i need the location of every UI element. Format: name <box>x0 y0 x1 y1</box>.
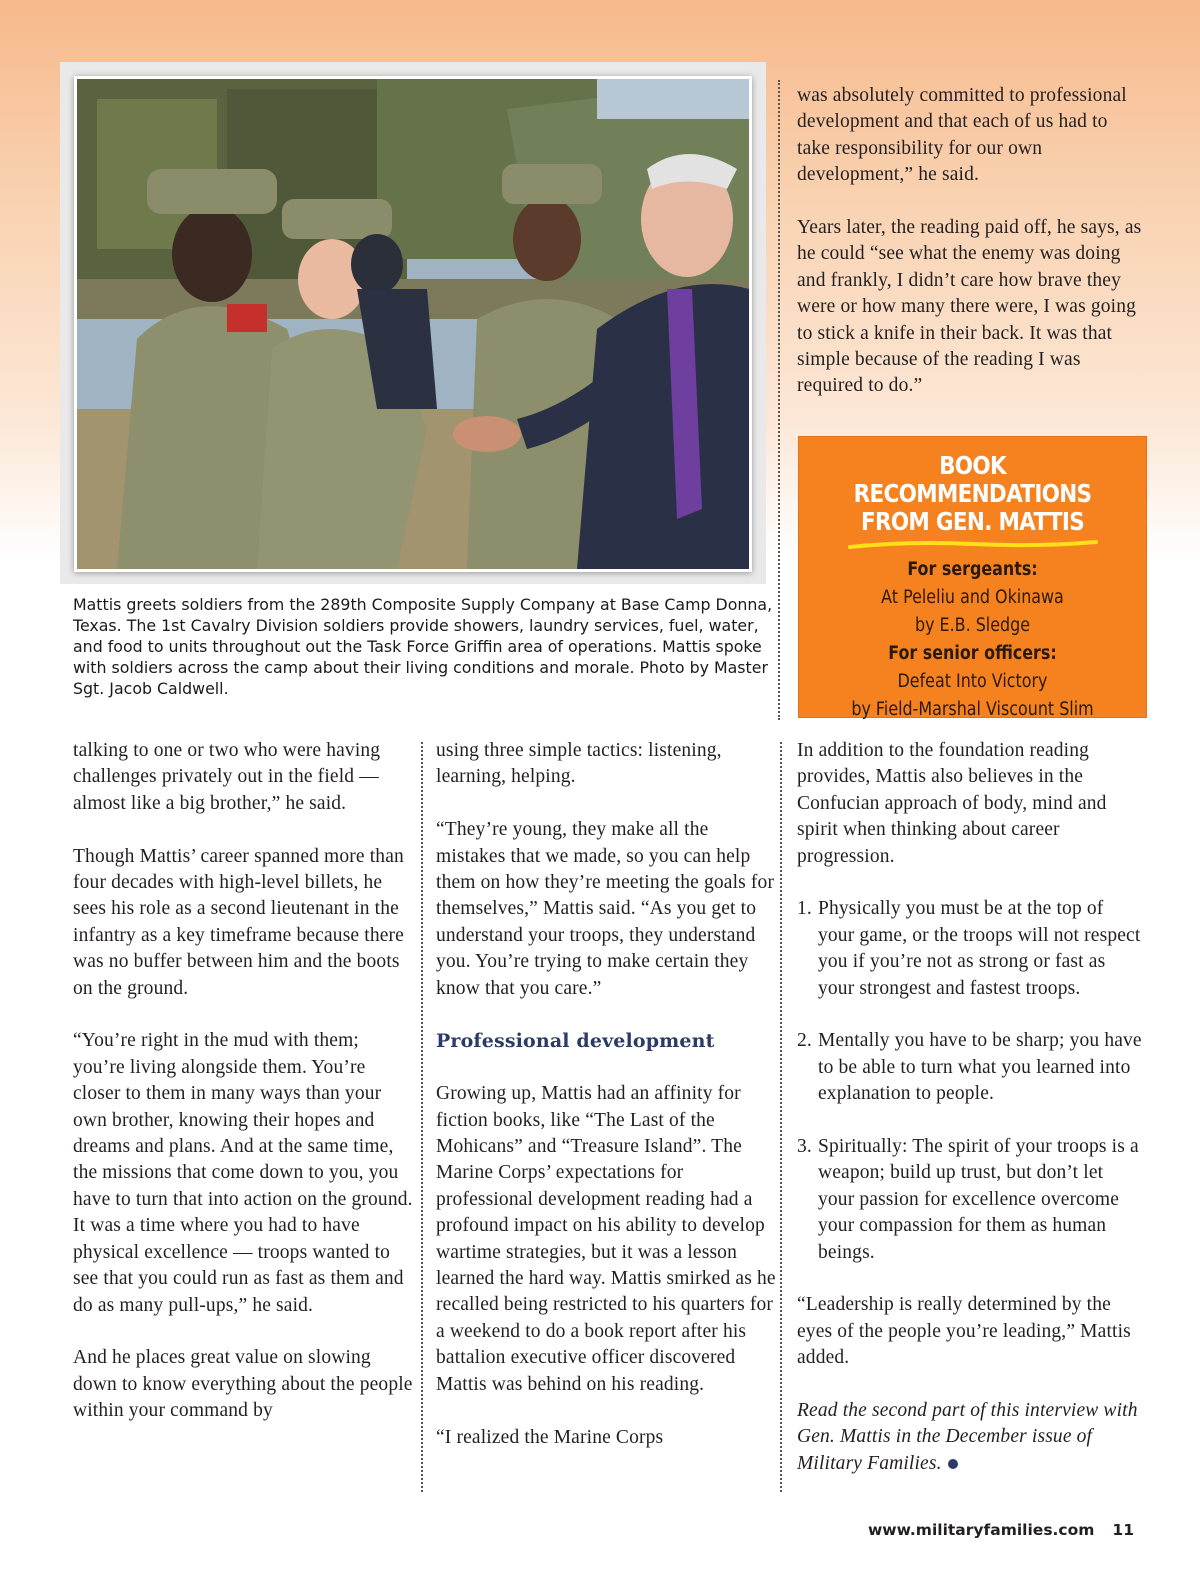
paragraph: Years later, the reading paid off, he says, as he could “see what the enemy was doing and frankly, I didn’t care how brave they were or how many there were, I was going to stick a knife in their back. It was that simple because of the reading I was required to do.” <box>797 217 1142 397</box>
numbered-list <box>797 896 1142 1266</box>
sergeants-label: For sergeants: <box>907 559 1038 580</box>
photo-frame <box>60 62 766 584</box>
right-column-top <box>797 83 1142 400</box>
footer-url: www.militaryfamilies.com <box>867 1521 1095 1539</box>
book-box-title-line: BOOK RECOMMENDATIONS <box>853 451 1092 508</box>
photo-illustration <box>77 79 749 569</box>
book-recommendations-box <box>799 437 1146 720</box>
sergeants-book-author: by E.B. Sledge <box>914 615 1030 636</box>
page-footer <box>868 1521 1134 1539</box>
closing-note <box>797 1398 1142 1477</box>
paragraph: “You’re right in the mud with them; you’re living alongside them. You’re closer to them in many ways than your own brother, knowing their hopes and dreams and plans. And at the same time, the missions that come down to you, you have to turn that into action on the ground. It was a time where you had to have physical excellence — troops wanted to see that you could run as fast as them and do as many pull-ups,” he said. <box>73 1030 413 1316</box>
list-item-text: Physically you must be at the top of your game, or the troops will not respect you if you’re not as strong or fast as your strongest and fastest troops. <box>818 898 1141 999</box>
end-mark-icon <box>948 1459 958 1469</box>
paragraph: was absolutely committed to professional development and that each of us had to take responsibility for our own development,” he said. <box>797 85 1127 186</box>
paragraph: “They’re young, they make all the mistakes that we made, so you can help them on how they’re meeting the goals for themselves,” Mattis said. “As you get to understand your troops, they understand you. You’re trying to make certain they know that you care.” <box>436 819 775 999</box>
column-divider-right-top <box>778 80 780 720</box>
officers-label: For senior officers: <box>888 643 1057 664</box>
article-photo <box>74 76 752 572</box>
list-item <box>797 1134 1142 1266</box>
book-box-title <box>823 452 1121 536</box>
paragraph: In addition to the foundation reading provides, Mattis also believes in the Confucian approach of body, mind and spirit when thinking about career progression. <box>797 740 1107 867</box>
yellow-underline-swash <box>848 540 1098 550</box>
list-item <box>797 896 1142 1002</box>
column-divider-1 <box>421 742 423 1492</box>
paragraph: Though Mattis’ career spanned more than four decades with high-level billets, he sees his role as a second lieutenant in the infantry as a key timeframe because there was no buffer between him and the boots on the ground. <box>73 845 404 999</box>
column-2 <box>436 738 781 1451</box>
list-item-text: Spiritually: The spirit of your troops is a weapon; build up trust, but don’t let your passion for excellence overcome your compassion for them as human beings. <box>818 1136 1139 1263</box>
paragraph: using three simple tactics: listening, learning, helping. <box>436 740 722 788</box>
page-number: 11 <box>1112 1521 1134 1539</box>
sergeants-book-title: At Peleliu and Okinawa <box>881 587 1064 608</box>
photo-caption: Mattis greets soldiers from the 289th Composite Supply Company at Base Camp Donna, Texas. The 1st Cavalry Division soldiers provide showers, laundry services, fuel, water, and food to units throughout out the Task Force Griffin area of operations. Mattis spoke with soldiers across the camp about their living conditions and morale. Photo by Master Sgt. Jacob Caldwell. <box>73 595 773 698</box>
paragraph: “Leadership is really determined by the eyes of the people you’re leading,” Mattis added. <box>797 1294 1131 1369</box>
section-heading: Professional development <box>436 1030 715 1053</box>
list-number: 3. <box>797 1136 812 1158</box>
list-number: 1. <box>797 898 812 920</box>
paragraph: talking to one or two who were having challenges privately out in the field — almost like a big brother,” he said. <box>73 740 381 814</box>
closing-note-text: Read the second part of this interview with Gen. Mattis in the December issue of Military Families. <box>797 1400 1138 1474</box>
officers-book-author: by Field-Marshal Viscount Slim <box>851 699 1094 720</box>
book-box-title-line: FROM GEN. MATTIS <box>860 507 1085 536</box>
paragraph: And he places great value on slowing down to know everything about the people within your command by <box>73 1347 413 1422</box>
list-number: 2. <box>797 1030 812 1052</box>
officers-book-title: Defeat Into Victory <box>897 671 1048 692</box>
paragraph: “I realized the Marine Corps <box>436 1426 664 1448</box>
list-item <box>797 1028 1142 1107</box>
column-1 <box>73 738 413 1425</box>
paragraph: Growing up, Mattis had an affinity for fiction books, like “The Last of the Mohicans” and “Treasure Island”. The Marine Corps’ expectations for professional development reading had a profound impact on his ability to develop wartime strategies, but it was a lesson learned the hard way. Mattis smirked as he recalled being restricted to his quarters for a weekend to do a book report after his battalion executive officer discovered Mattis was behind on his reading. <box>436 1083 776 1395</box>
list-item-text: Mentally you have to be sharp; you have to be able to turn what you learned into explanation to people. <box>818 1030 1142 1105</box>
column-3 <box>797 738 1142 1477</box>
